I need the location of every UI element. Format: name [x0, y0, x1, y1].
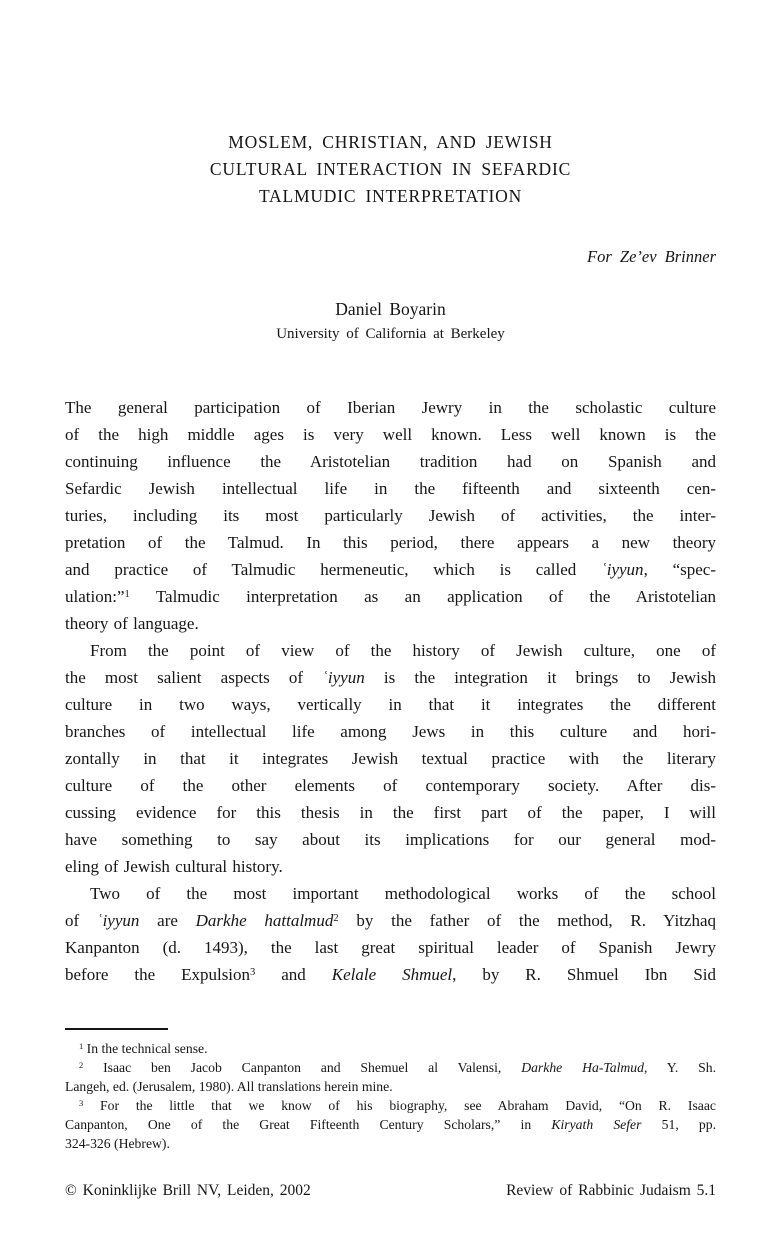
- footnotes-section: [65, 1039, 716, 1153]
- footnote-marker: 1: [124, 589, 130, 601]
- footnote-marker: 2: [333, 913, 339, 925]
- text-line: eling of Jewish cultural history.: [65, 857, 283, 876]
- text-line: Two of the most important methodological works of the school: [90, 884, 716, 903]
- article-body: [65, 394, 716, 988]
- author-name: Daniel Boyarin: [335, 299, 446, 319]
- page-footer: [65, 1181, 716, 1201]
- body-paragraph: [65, 394, 716, 637]
- footnote-marker: 3: [250, 967, 256, 979]
- text-line: the most salient aspects of ʿiyyun is the integration it brings to Jewish: [65, 668, 716, 687]
- footnote-item: [65, 1039, 716, 1058]
- text-line: $^1$ In the technical sense.: [79, 1041, 208, 1056]
- title-line: TALMUDIC INTERPRETATION: [258, 186, 523, 206]
- text-line: have something to say about its implications for our general mod-: [65, 830, 716, 849]
- text-line: cussing evidence for this thesis in the first part of the paper, I will: [65, 803, 716, 822]
- text-line: culture of the other elements of contemporary society. After dis-: [65, 776, 716, 795]
- text-line: Sefardic Jewish intellectual life in the fifteenth and sixteenth cen-: [65, 479, 716, 498]
- text-line: pretation of the Talmud. In this period, there appears a new theory: [65, 533, 716, 552]
- footer-copyright: © Koninklijke Brill NV, Leiden, 2002: [65, 1182, 311, 1199]
- text-line: continuing influence the Aristotelian tradition had on Spanish and: [65, 452, 716, 471]
- text-line: The general participation of Iberian Jewry in the scholastic culture: [65, 398, 716, 417]
- text-column: [65, 0, 716, 1153]
- footnote-item: [65, 1096, 716, 1153]
- body-paragraph: [65, 880, 716, 988]
- text-line: culture in two ways, vertically in that it integrates the different: [65, 695, 716, 714]
- body-paragraph: [65, 637, 716, 880]
- text-line: From the point of view of the history of Jewish culture, one of: [90, 641, 716, 660]
- footnote-item: [65, 1058, 716, 1096]
- footnote-marker: 1: [79, 1041, 84, 1052]
- text-line: turies, including its most particularly Jewish of activities, the inter-: [65, 506, 716, 525]
- text-line: $^3$ For the little that we know of his biography, see Abraham David, “On R. Isaac: [79, 1098, 716, 1113]
- text-line: and practice of Talmudic hermeneutic, which is called ʿiyyun, “spec-: [65, 560, 716, 579]
- footnote-marker: 3: [79, 1098, 84, 1109]
- text-line: before the Expulsion$^3$ and Kelale Shmuel, by R. Shmuel Ibn Sid: [65, 965, 716, 984]
- author-affiliation: University of California at Berkeley: [276, 326, 505, 342]
- text-line: zontally in that it integrates Jewish textual practice with the literary: [65, 749, 716, 768]
- text-line: Langeh, ed. (Jerusalem, 1980). All translations herein mine.: [65, 1079, 393, 1094]
- text-line: of the high middle ages is very well known. Less well known is the: [65, 425, 716, 444]
- text-line: theory of language.: [65, 614, 199, 633]
- text-line: of ʿiyyun are Darkhe hattalmud$^2$ by the father of the method, R. Yitzhaq: [65, 911, 716, 930]
- page-title: [65, 0, 716, 210]
- text-line: branches of intellectual life among Jews in this culture and hori-: [65, 722, 716, 741]
- title-line: CULTURAL INTERACTION IN SEFARDIC: [209, 159, 572, 179]
- text-line: 324-326 (Hebrew).: [65, 1136, 170, 1151]
- footnote-separator: [65, 1028, 168, 1030]
- dedication: For Ze’ev Brinner: [587, 247, 716, 266]
- title-line: MOSLEM, CHRISTIAN, AND JEWISH: [228, 132, 553, 152]
- footer-journal-title: Review of Rabbinic Judaism 5.1: [506, 1182, 716, 1199]
- text-line: ulation:”$^1$ Talmudic interpretation as an application of the Aristotelian: [65, 587, 716, 606]
- text-line: Kanpanton (d. 1493), the last great spiritual leader of Spanish Jewry: [65, 938, 716, 957]
- footnote-marker: 2: [79, 1060, 84, 1071]
- text-line: $^2$ Isaac ben Jacob Canpanton and Shemuel al Valensi, Darkhe Ha-Talmud, Y. Sh.: [79, 1060, 716, 1075]
- text-line: Canpanton, One of the Great Fifteenth Century Scholars,” in Kiryath Sefer 51, pp.: [65, 1117, 717, 1132]
